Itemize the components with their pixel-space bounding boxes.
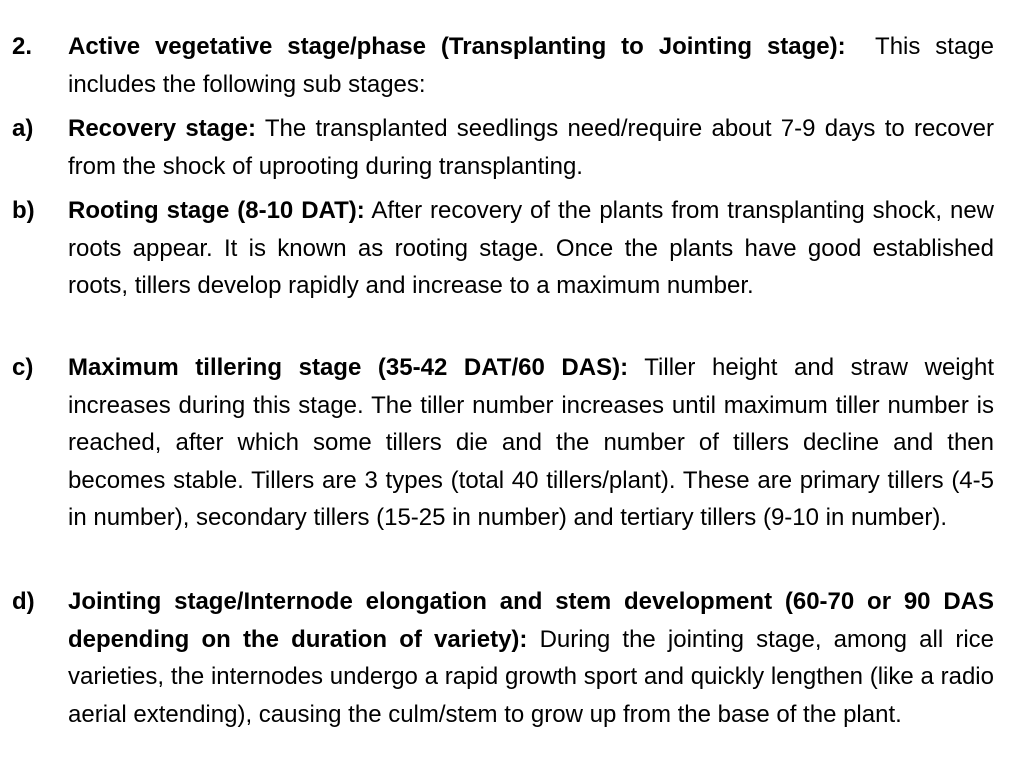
item-heading: Maximum tillering stage (35-42 DAT/60 DAS): [68, 354, 629, 381]
item-marker: b) [12, 197, 35, 224]
list-item-b [12, 192, 994, 305]
item-body [68, 110, 994, 185]
list-item-2 [12, 28, 994, 103]
item-text: During the jointing stage, among all rice varieties, the internodes undergo a rapid growth sport and quickly lengthen (like a radio aerial extending), causing the culm/stem to grow up from the base of the plant. [68, 625, 995, 728]
item-heading: Jointing stage/Internode elongation and stem development (60-70 or 90 DAS depending on the duration of variety): [68, 588, 994, 653]
item-body [68, 192, 994, 305]
item-marker: a) [12, 115, 34, 142]
item-body [68, 583, 994, 733]
item-marker: 2. [12, 33, 33, 60]
item-text: The transplanted seedlings need/require about 7-9 days to recover from the shock of uprooting during transplanting. [68, 115, 994, 180]
list-item-c [12, 349, 994, 537]
list-item-d [12, 583, 994, 733]
list-item-a [12, 110, 994, 185]
item-heading: Active vegetative stage/phase (Transplanting to Jointing stage): [68, 33, 846, 60]
item-marker: d) [12, 588, 35, 615]
item-marker: c) [12, 354, 34, 381]
item-text: Tiller height and straw weight increases during this stage. The tiller number increases until maximum tiller number is reached, after which some tillers die and the number of tillers decline and then becomes stable. Tillers are 3 types (total 40 tillers/plant). These are primary tillers (4-5 in number), secondary tillers (15-25 in number) and tertiary tillers (9-10 in number). [68, 354, 995, 532]
item-heading: Rooting stage (8-10 DAT): [68, 197, 365, 224]
item-body [68, 349, 994, 537]
item-body [68, 28, 994, 103]
item-text: After recovery of the plants from transplanting shock, new roots appear. It is known as rooting stage. Once the plants have good established roots, tillers develop rapidly and increase to a maximum number. [68, 197, 995, 300]
item-heading: Recovery stage: [68, 115, 257, 142]
item-text: This stage includes the following sub stages: [68, 33, 995, 98]
